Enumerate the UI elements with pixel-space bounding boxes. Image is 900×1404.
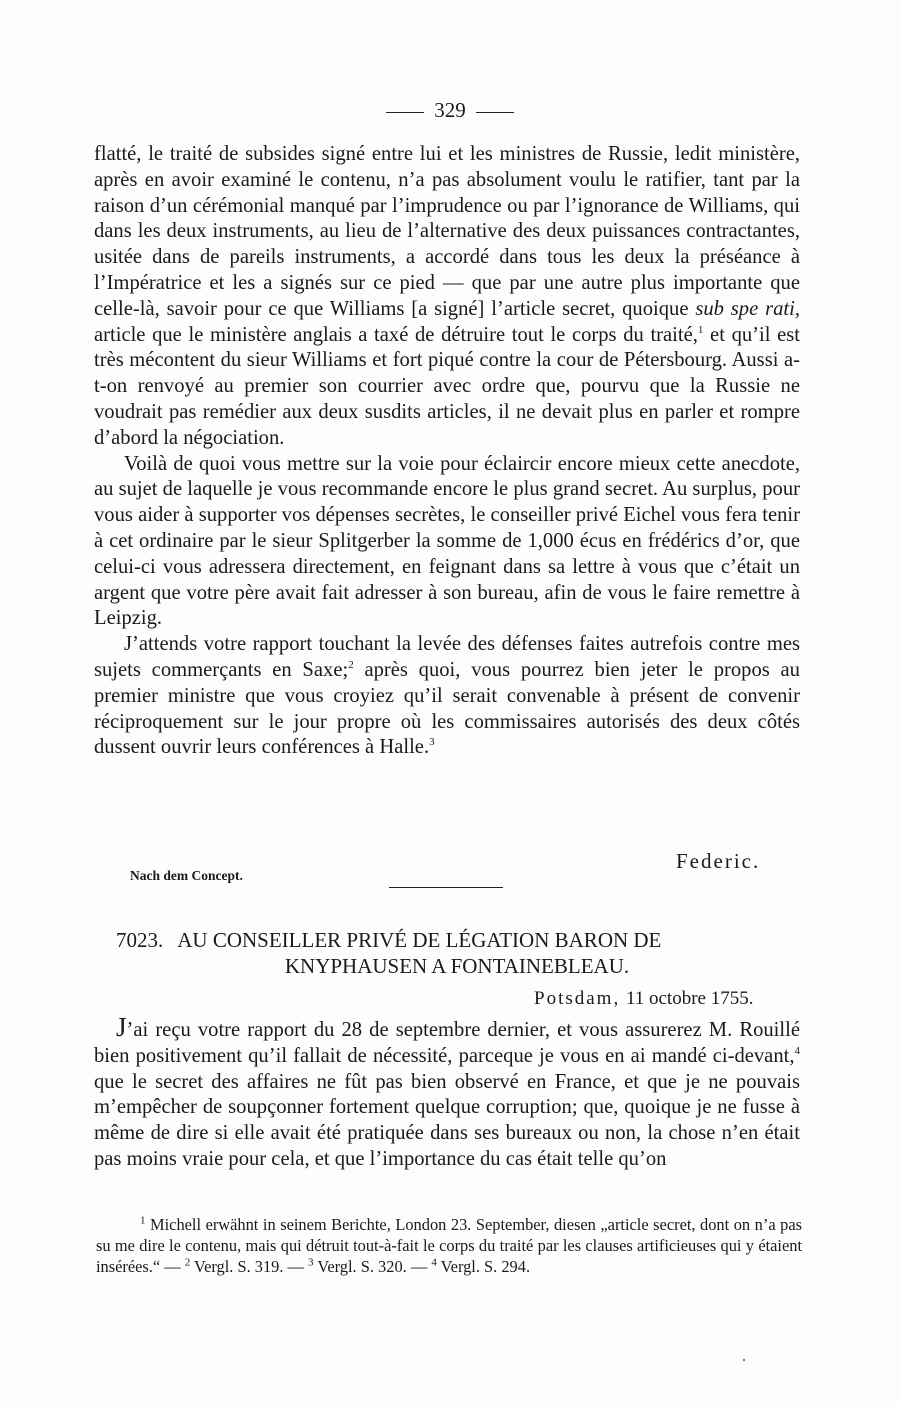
page-speck [743, 1359, 745, 1361]
source-note: Nach dem Concept. [130, 868, 243, 883]
signature: Federic. [676, 849, 761, 873]
dateline [534, 988, 753, 1010]
heading-line-2: KNYPHAUSEN A FONTAINEBLEAU. [284, 954, 630, 978]
letter-heading [100, 927, 800, 979]
page-number: 329 [434, 98, 466, 122]
letter-number: 7023. [116, 928, 164, 952]
letter-body [94, 1012, 800, 1173]
date: 11 octobre 1755. [625, 988, 754, 1009]
place: Potsdam, [534, 988, 621, 1009]
section-divider [389, 887, 503, 888]
letter-text: ’ai reçu votre rapport du 28 de septembre dernier, et vous assurerez M. Rouillé bien positivement qu’il fallait de nécessité, parceque je vous en ai mandé ci-devant,$^4$ que le secret des affaires ne fût pas bien observé en France, et que je ne pouvais m’empêcher de soupçonner fortement quelque corruption; que, quoique je ne fusse à même de dire si elle avait été pratiquée dans ses bureaux ou non, la chose n’en était pas moins vraie pour cela, et que l’importance du cas était telle qu’on [94, 1019, 800, 1170]
initial-letter: J [116, 1012, 127, 1042]
page-header [0, 98, 900, 123]
paragraph: flatté, le traité de subsides signé entre lui et les ministres de Russie, ledit ministère, après en avoir examiné le contenu, n’a pas absolument voulu le ratifier, tant par la raison d’un cérémonial manqué par l’imprudence ou par l’ignorance de Williams, qui dans les deux instruments, au lieu de l’alternative des deux puissances contractantes, usitée dans de pareils instruments, a accordé dans tous les deux la préséance à l’Impératrice et les a signés sur ce pied — que par une autre plus importante que celle-là, savoir pour ce que Williams [a signé] l’article secret, quoique sub spe rati, article que le ministère anglais a taxé de détruire tout le corps du traité,$^1$ et qu’il est très mécontent du sieur Williams et fort piqué contre la cour de Pétersbourg. Aussi a-t-on renvoyé au premier son courrier avec ordre que, pourvu que la Russie ne voudrait pas remédier aux deux susdits articles, il ne devait plus en parler et rompre d’abord la négociation. [94, 143, 800, 449]
paragraph: Voilà de quoi vous mettre sur la voie pour éclaircir encore mieux cette anecdote, au sujet de laquelle je vous recommande encore le plus grand secret. Au surplus, pour vous aider à supporter vos dépenses secrètes, le conseiller privé Eichel vous fera tenir à cet ordinaire par le sieur Splitgerber la somme de 1,000 écus en frédérics d’or, que celui-ci vous adressera directement, en feignant dans sa lettre à vous que c’était un argent que votre père avait fait adresser à son bureau, afin de vous le faire remettre à Leipzig. [94, 452, 800, 630]
footnotes [96, 1214, 802, 1277]
paragraph [94, 1012, 800, 1173]
heading-line-1: AU CONSEILLER PRIVÉ DE LÉGATION BARON DE [177, 928, 662, 952]
footnote-text: $^1$ Michell erwähnt in seinem Berichte, London 23. September, diesen „article secret, dont on n’a pas su me dire le contenu, mais qui détruit tout-à-fait le corps du traité par les clauses artificieuses qui y étaient insérées.“ — $^2$ Vergl. S. 319. — $^3$ Vergl. S. 320. — $^4$ Vergl. S. 294. [96, 1214, 802, 1276]
letter-continuation [94, 142, 800, 761]
paragraph: J’attends votre rapport touchant la levée des défenses faites autrefois contre mes sujets commerçants en Saxe;$^2$ après quoi, vous pourrez bien jeter le propos au premier ministre que vous croyiez qu’il serait convenable à présent de convenir réciproquement sur le jour propre où les commissaires autorisés des deux côtés dussent ouvrir leurs conférences à Halle.$^3$ [94, 633, 800, 759]
header-dash-right [476, 112, 514, 113]
header-dash-left [386, 112, 424, 113]
